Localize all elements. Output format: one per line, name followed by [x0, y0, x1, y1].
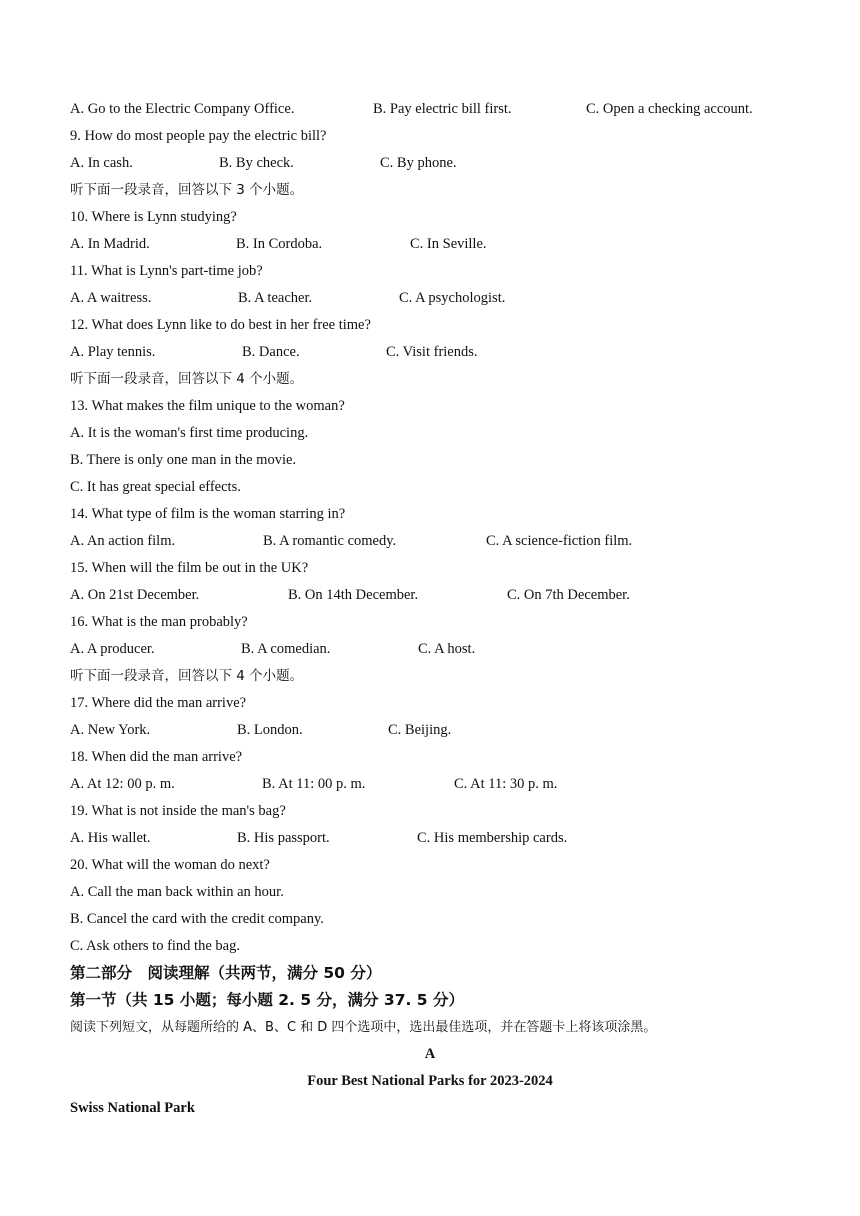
q20-option-c: C. Ask others to find the bag. — [70, 938, 240, 954]
option-b: B. His passport. — [237, 830, 330, 846]
question-14: 14. What type of film is the woman starring in? — [70, 506, 346, 522]
park-heading: Swiss National Park — [70, 1100, 195, 1116]
option-b: B. In Cordoba. — [236, 236, 323, 252]
option-a: A. His wallet. — [70, 830, 151, 846]
q16-options — [70, 636, 790, 663]
q13-option-a: A. It is the woman's first time producing. — [70, 425, 309, 441]
question-20: 20. What will the woman do next? — [70, 857, 270, 873]
part-two-heading: 第二部分 阅读理解（共两节，满分 50 分） — [70, 964, 382, 982]
q20-option-b: B. Cancel the card with the credit company. — [70, 911, 324, 927]
section-one-heading: 第一节（共 15 小题；每小题 2. 5 分，满分 37. 5 分） — [70, 991, 464, 1009]
option-b: B. A comedian. — [241, 641, 331, 657]
option-c: C. By phone. — [380, 155, 457, 171]
option-b: B. A romantic comedy. — [263, 533, 397, 549]
option-a: A. New York. — [70, 722, 151, 738]
exam-page — [70, 96, 790, 1122]
option-a: A. At 12: 00 p. m. — [70, 776, 175, 792]
option-c: C. Beijing. — [388, 722, 452, 738]
q9-options — [70, 150, 790, 177]
option-a: A. An action film. — [70, 533, 176, 549]
q10-options — [70, 231, 790, 258]
question-17: 17. Where did the man arrive? — [70, 695, 247, 711]
passage-letter: A — [424, 1046, 436, 1062]
q13-option-b: B. There is only one man in the movie. — [70, 452, 297, 468]
question-18: 18. When did the man arrive? — [70, 749, 243, 765]
option-b: B. On 14th December. — [288, 587, 419, 603]
listening-instruction: 听下面一段录音，回答以下 4 个小题。 — [70, 371, 304, 387]
question-12: 12. What does Lynn like to do best in her free time? — [70, 317, 371, 333]
question-13: 13. What makes the film unique to the woman? — [70, 398, 345, 414]
option-b: B. A teacher. — [238, 290, 313, 306]
option-c: C. Visit friends. — [386, 344, 478, 360]
listening-instruction: 听下面一段录音，回答以下 4 个小题。 — [70, 668, 304, 684]
q12-options — [70, 339, 790, 366]
q8-options — [70, 96, 790, 123]
option-b: B. Dance. — [242, 344, 300, 360]
q17-options — [70, 717, 790, 744]
option-a: A. A producer. — [70, 641, 155, 657]
option-a: A. Go to the Electric Company Office. — [70, 101, 295, 117]
q14-options — [70, 528, 790, 555]
q13-option-c: C. It has great special effects. — [70, 479, 241, 495]
option-c: C. A science-fiction film. — [486, 533, 633, 549]
q19-options — [70, 825, 790, 852]
option-c: C. A psychologist. — [399, 290, 506, 306]
option-b: B. At 11: 00 p. m. — [262, 776, 366, 792]
option-a: A. In cash. — [70, 155, 133, 171]
option-a: A. On 21st December. — [70, 587, 200, 603]
question-10: 10. Where is Lynn studying? — [70, 209, 237, 225]
option-a: A. In Madrid. — [70, 236, 150, 252]
option-c: C. On 7th December. — [507, 587, 630, 603]
q18-options — [70, 771, 790, 798]
option-a: A. A waitress. — [70, 290, 152, 306]
q20-option-a: A. Call the man back within an hour. — [70, 884, 284, 900]
option-c: C. Open a checking account. — [586, 101, 753, 117]
option-b: B. London. — [237, 722, 303, 738]
question-15: 15. When will the film be out in the UK? — [70, 560, 309, 576]
option-c: C. At 11: 30 p. m. — [454, 776, 558, 792]
listening-instruction: 听下面一段录音，回答以下 3 个小题。 — [70, 182, 304, 198]
passage-title: Four Best National Parks for 2023-2024 — [307, 1073, 553, 1089]
question-11: 11. What is Lynn's part-time job? — [70, 263, 263, 279]
option-c: C. A host. — [418, 641, 476, 657]
reading-instruction: 阅读下列短文，从每题所给的 A、B、C 和 D 四个选项中，选出最佳选项，并在答题卡上将该项涂黑。 — [70, 1020, 657, 1035]
option-b: B. Pay electric bill first. — [373, 101, 512, 117]
option-b: B. By check. — [219, 155, 294, 171]
q11-options — [70, 285, 790, 312]
option-c: C. His membership cards. — [417, 830, 568, 846]
option-c: C. In Seville. — [410, 236, 487, 252]
question-16: 16. What is the man probably? — [70, 614, 248, 630]
question-9: 9. How do most people pay the electric bill? — [70, 128, 327, 144]
q15-options — [70, 582, 790, 609]
option-a: A. Play tennis. — [70, 344, 156, 360]
question-19: 19. What is not inside the man's bag? — [70, 803, 286, 819]
